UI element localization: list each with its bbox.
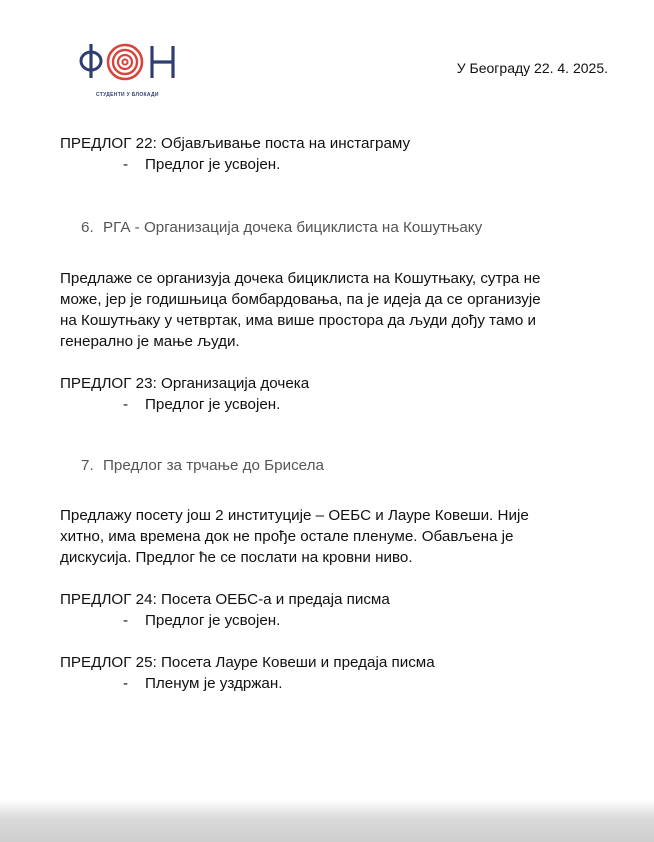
proposal-25-decision — [60, 673, 600, 694]
section-7-heading — [60, 455, 600, 476]
section-title: РГА - Организација дочека бициклиста на Кошутњаку — [103, 219, 483, 236]
bullet-dash: - — [123, 675, 129, 692]
paragraph-line: генерално је мање људи. — [60, 333, 240, 350]
logo-letter-n — [152, 46, 173, 78]
section-title: Предлог за трчање до Брисела — [103, 457, 324, 474]
section-6-paragraph — [60, 268, 600, 352]
bullet-dash: - — [123, 156, 129, 173]
proposal-25-title: ПРЕДЛОГ 25: Посета Лауре Ковеши и предаја писма — [60, 654, 435, 671]
paragraph-line: хитно, има времена док не прође остале пленуме. Обављена је — [60, 528, 514, 545]
decision-text: Предлог је усвојен. — [145, 156, 281, 173]
proposal-23-title: ПРЕДЛОГ 23: Организација дочека — [60, 375, 310, 392]
page-bottom-shadow — [0, 800, 654, 842]
paragraph-line: може, јер је годишњица бомбардовања, па је идеја да се организује — [60, 291, 541, 308]
proposal-23-decision — [60, 394, 600, 415]
logo-letter-f — [81, 44, 101, 78]
paragraph-line: дискусија. Предлог ће се послати на кровни ниво. — [60, 549, 413, 566]
section-number: 7. — [81, 457, 94, 474]
section-6-heading — [60, 217, 600, 238]
section-7-paragraph — [60, 505, 600, 568]
paragraph-line: Предлаже се организуја дочека бициклиста на Кошутњаку, сутра не — [60, 270, 541, 287]
bullet-dash: - — [123, 396, 129, 413]
proposal-24-decision — [60, 610, 600, 631]
proposal-22-decision — [60, 154, 600, 175]
decision-text: Пленум је уздржан. — [145, 675, 283, 692]
section-number: 6. — [81, 219, 94, 236]
fon-logo-mark — [78, 38, 182, 88]
decision-text: Предлог је усвојен. — [145, 396, 281, 413]
bullet-dash: - — [123, 612, 129, 629]
logo-caption: СТУДЕНТИ У БЛОКАДИ — [96, 92, 159, 98]
paragraph-line: Предлажу посету још 2 институције – ОЕБС и Лауре Ковеши. Није — [60, 507, 529, 524]
paragraph-line: на Кошутњаку у четвртак, има више простора да људи дођу тамо и — [60, 312, 537, 329]
proposal-22-title: ПРЕДЛОГ 22: Објављивање поста на инстаграму — [60, 135, 411, 152]
document-body — [60, 133, 600, 694]
fon-logo — [78, 38, 182, 100]
document-date: У Београду 22. 4. 2025. — [456, 60, 608, 76]
proposal-24-title: ПРЕДЛОГ 24: Посета ОЕБС-а и предаја писма — [60, 591, 390, 608]
logo-letter-o-circles — [108, 45, 142, 79]
decision-text: Предлог је усвојен. — [145, 612, 281, 629]
